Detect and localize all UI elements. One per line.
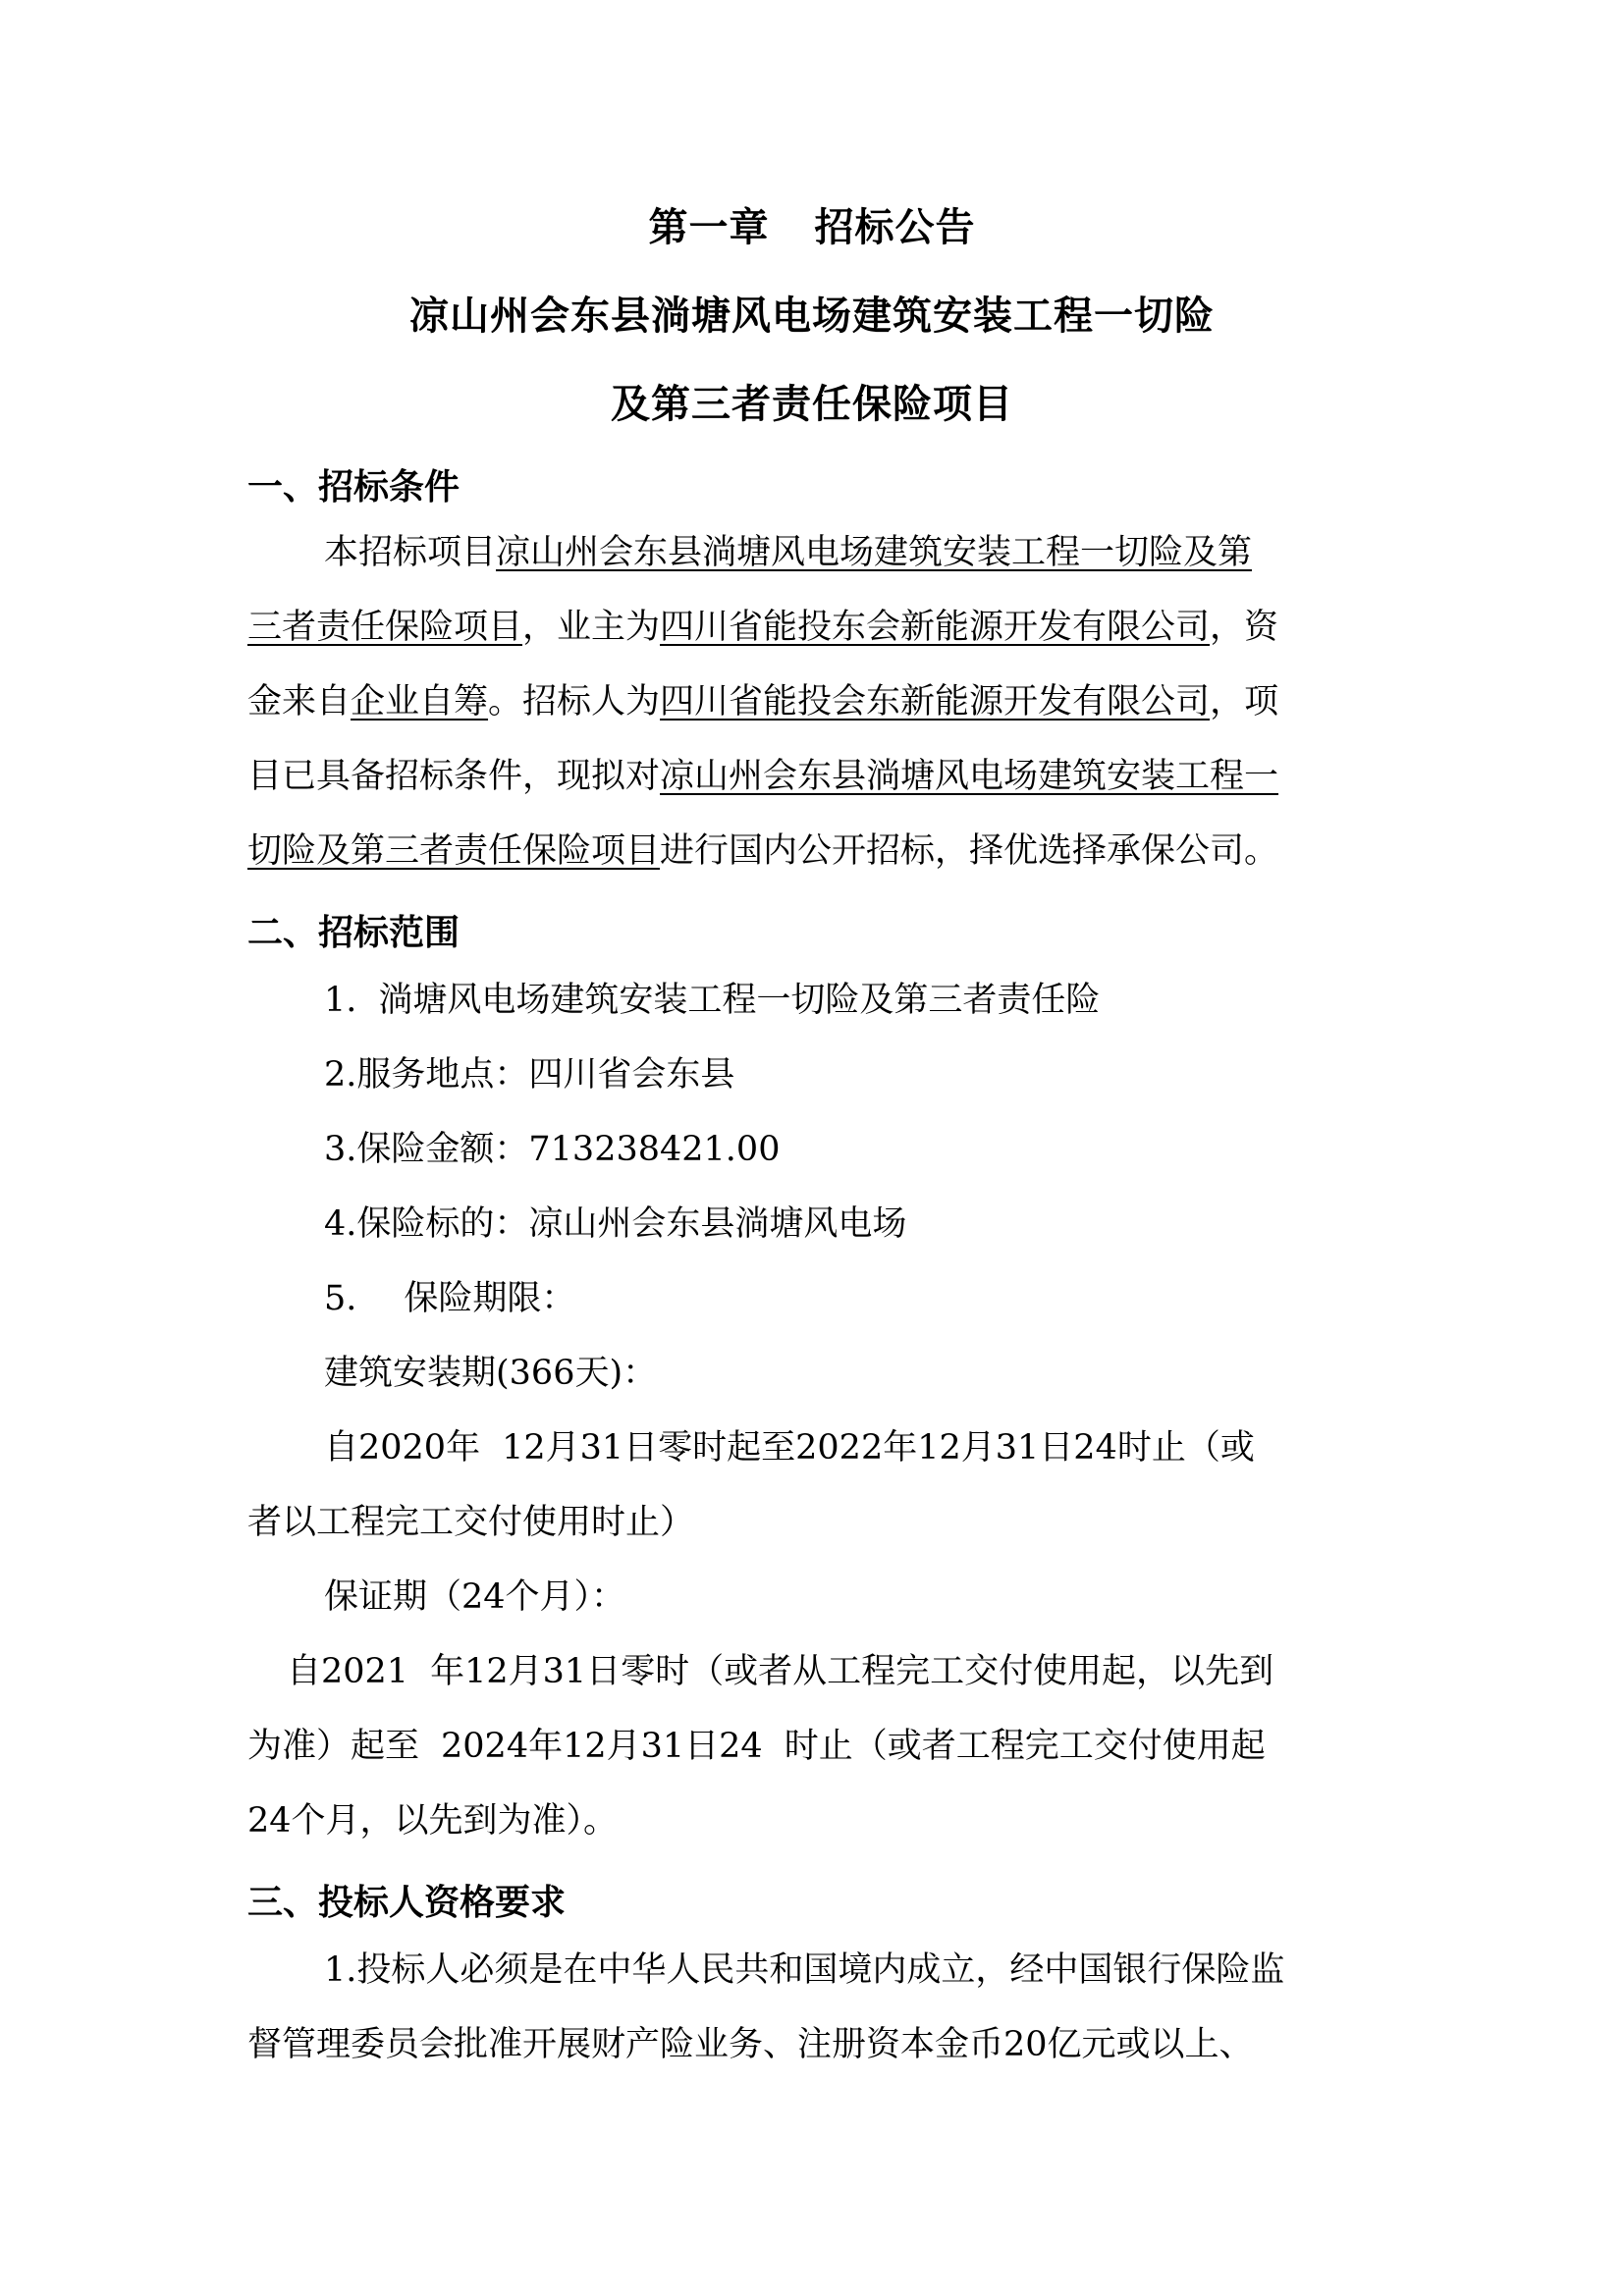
construction-period-line-2: 者以工程完工交付使用时止） <box>247 1503 695 1542</box>
section-1-line-3: 金来自企业自筹。招标人为四川省能投会东新能源开发有限公司，项 <box>247 682 1279 721</box>
project-title-line-1: 凉山州会东县淌塘风电场建筑安装工程一切险 <box>409 294 1215 339</box>
construction-period-label: 建筑安装期(366天)： <box>324 1354 658 1393</box>
scope-item-3: 3.保险金额：713238421.00 <box>324 1130 781 1169</box>
project-name-ref: 凉山州会东县淌塘风电场建筑安装工程一 <box>660 757 1279 796</box>
qualification-line-1: 1.投标人必须是在中华人民共和国境内成立，经中国银行保险监 <box>324 1950 1285 1990</box>
tenderer-name: 四川省能投会东新能源开发有限公司 <box>660 682 1211 721</box>
scope-item-1: 1. 淌塘风电场建筑安装工程一切险及第三者责任险 <box>324 981 1101 1020</box>
section-1-line-2: 三者责任保险项目，业主为四川省能投东会新能源开发有限公司，资 <box>247 608 1279 647</box>
warranty-period-label: 保证期（24个月）： <box>324 1577 626 1617</box>
chapter-name: 招标公告 <box>814 205 976 250</box>
section-1-line-5: 切险及第三者责任保险项目进行国内公开招标，择优选择承保公司。 <box>247 831 1279 871</box>
qualification-line-2: 督管理委员会批准开展财产险业务、注册资本金币20亿元或以上、 <box>247 2025 1254 2064</box>
project-name-ref: 三者责任保险项目 <box>247 608 523 647</box>
project-name-ref: 切险及第三者责任保险项目 <box>247 831 661 871</box>
construction-period-line-1: 自2020年 12月31日零时起至2022年12月31日24时止（或 <box>324 1428 1255 1468</box>
project-title-line-2: 及第三者责任保险项目 <box>611 382 1013 427</box>
chapter-title <box>0 196 1624 252</box>
project-name-ref: 凉山州会东县淌塘风电场建筑安装工程一切险及第 <box>496 533 1253 572</box>
fund-source: 企业自筹 <box>351 682 489 721</box>
warranty-period-line-1: 自2021 年12月31日零时（或者从工程完工交付使用起，以先到 <box>287 1652 1274 1691</box>
owner-name: 四川省能投东会新能源开发有限公司 <box>660 608 1211 647</box>
section-3-heading: 三、投标人资格要求 <box>247 1883 567 1923</box>
chapter-number: 第一章 <box>648 205 770 250</box>
warranty-period-line-3: 24个月，以先到为准）。 <box>247 1801 619 1841</box>
scope-item-5: 5. 保险期限： <box>324 1279 576 1318</box>
section-1-heading: 一、招标条件 <box>247 467 460 507</box>
scope-item-4: 4.保险标的：凉山州会东县淌塘风电场 <box>324 1204 907 1244</box>
scope-item-2: 2.服务地点：四川省会东县 <box>324 1055 735 1095</box>
section-2-heading: 二、招标范围 <box>247 913 460 953</box>
section-1-line-4: 目已具备招标条件，现拟对凉山州会东县淌塘风电场建筑安装工程一 <box>247 757 1279 796</box>
section-1-line-1: 本招标项目凉山州会东县淌塘风电场建筑安装工程一切险及第 <box>324 533 1253 572</box>
warranty-period-line-2: 为准）起至 2024年12月31日24 时止（或者工程完工交付使用起 <box>247 1727 1266 1766</box>
